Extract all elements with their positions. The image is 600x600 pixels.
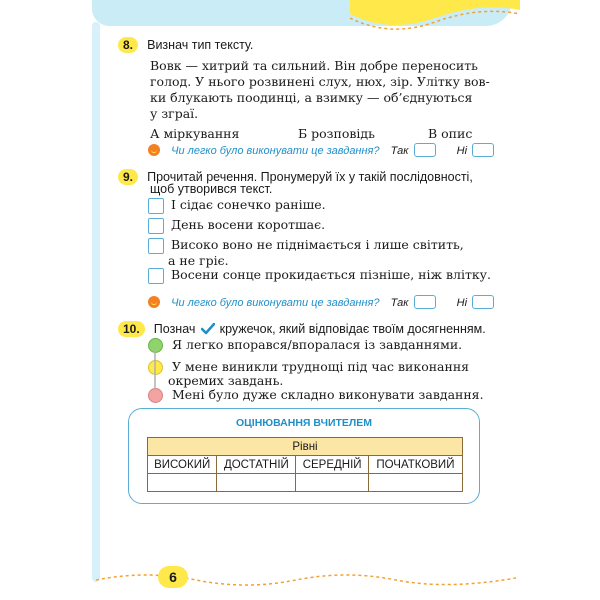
option-b[interactable]: Б розповідь	[298, 126, 375, 141]
sentence-text: Восени сонце прокидається пізніше, ніж влітку.	[170, 267, 492, 282]
levels-header: Рівні	[148, 438, 463, 456]
sentence-row	[148, 237, 464, 254]
pink-circle-option[interactable]	[148, 388, 163, 403]
number-box[interactable]	[148, 218, 164, 234]
self-assessment-row	[148, 337, 462, 353]
number-box[interactable]	[148, 198, 164, 214]
q8-text	[150, 58, 490, 122]
question-10	[118, 318, 486, 337]
option-a[interactable]: А міркування	[150, 126, 240, 141]
sentence-text: День восени коротшає.	[170, 217, 326, 232]
self-assessment-text: Я легко впорався/впоралася із завданнями.	[171, 337, 463, 352]
question-number: 9.	[118, 169, 138, 185]
yes-label: Так	[390, 297, 409, 309]
smiley-icon	[148, 144, 160, 156]
q8-text-line: голод. У нього розвинені слух, нюх, зір. Улітку вов-	[150, 74, 490, 89]
no-label: Ні	[456, 297, 468, 309]
sentence-row	[148, 197, 326, 214]
sentence-row	[148, 267, 491, 284]
level-initial: ПОЧАТКОВИЙ	[368, 456, 462, 474]
no-answer-box[interactable]	[472, 295, 494, 309]
checkmark-icon	[201, 323, 215, 335]
level-sufficient: ДОСТАТНІЙ	[217, 456, 296, 474]
question-instruction-cont: щоб утворився текст.	[150, 182, 273, 196]
yes-answer-box[interactable]	[414, 295, 436, 309]
level-medium: СЕРЕДНІЙ	[296, 456, 368, 474]
grade-cell[interactable]	[217, 474, 296, 492]
grade-cell[interactable]	[148, 474, 217, 492]
q8-text-line: Вовк — хитрий та сильний. Він добре переносить	[150, 58, 478, 73]
levels-table	[147, 437, 463, 492]
question-8	[118, 34, 253, 53]
question-number: 10.	[118, 321, 145, 337]
ease-question: Чи легко було виконувати це завдання?	[171, 297, 380, 309]
sentence-text-cont: а не гріє.	[168, 253, 229, 268]
teacher-assessment-panel	[128, 408, 480, 504]
option-c[interactable]: В опис	[428, 126, 473, 141]
grade-cell[interactable]	[368, 474, 462, 492]
question-instruction-end: кружечок, який відповідає твоїм досягненням.	[219, 322, 486, 336]
page-number	[158, 566, 188, 588]
sentence-text: Високо воно не піднімається і лише світить,	[170, 237, 464, 252]
page-number-text: 6	[169, 569, 177, 585]
q8-ease-row	[148, 139, 494, 158]
self-assessment-text-cont: окремих завдань.	[168, 373, 284, 388]
question-instruction: Прочитай речення. Пронумеруй їх у такій послідовності,	[147, 170, 473, 184]
yes-label: Так	[390, 145, 409, 157]
smiley-icon	[148, 296, 160, 308]
yes-answer-box[interactable]	[414, 143, 436, 157]
self-assessment-row	[148, 387, 484, 403]
self-assessment-text: У мене виникли труднощі під час виконання	[171, 359, 470, 374]
question-instruction: Визнач тип тексту.	[147, 38, 254, 52]
page-left-border	[92, 22, 100, 582]
ease-question: Чи легко було виконувати це завдання?	[171, 145, 380, 157]
number-box[interactable]	[148, 268, 164, 284]
self-assessment-text: Мені було дуже складно виконувати завдання.	[171, 387, 484, 402]
connector-line	[153, 350, 157, 390]
top-wave-decoration	[350, 0, 520, 36]
question-instruction-start: Познач	[153, 322, 196, 336]
q8-text-line: у зграї.	[150, 106, 199, 121]
level-high: ВИСОКИЙ	[148, 456, 217, 474]
q9-ease-row	[148, 291, 494, 310]
no-label: Ні	[456, 145, 468, 157]
no-answer-box[interactable]	[472, 143, 494, 157]
q8-text-line: ки блукають поодинці, а взимку — об’єднуються	[150, 90, 473, 105]
teacher-assessment-title: ОЦІНЮВАННЯ ВЧИТЕЛЕМ	[235, 417, 373, 429]
number-box[interactable]	[148, 238, 164, 254]
sentence-text: І сідає сонечко раніше.	[170, 197, 326, 212]
sentence-row	[148, 217, 325, 234]
question-number: 8.	[118, 37, 138, 53]
grade-cell[interactable]	[296, 474, 368, 492]
